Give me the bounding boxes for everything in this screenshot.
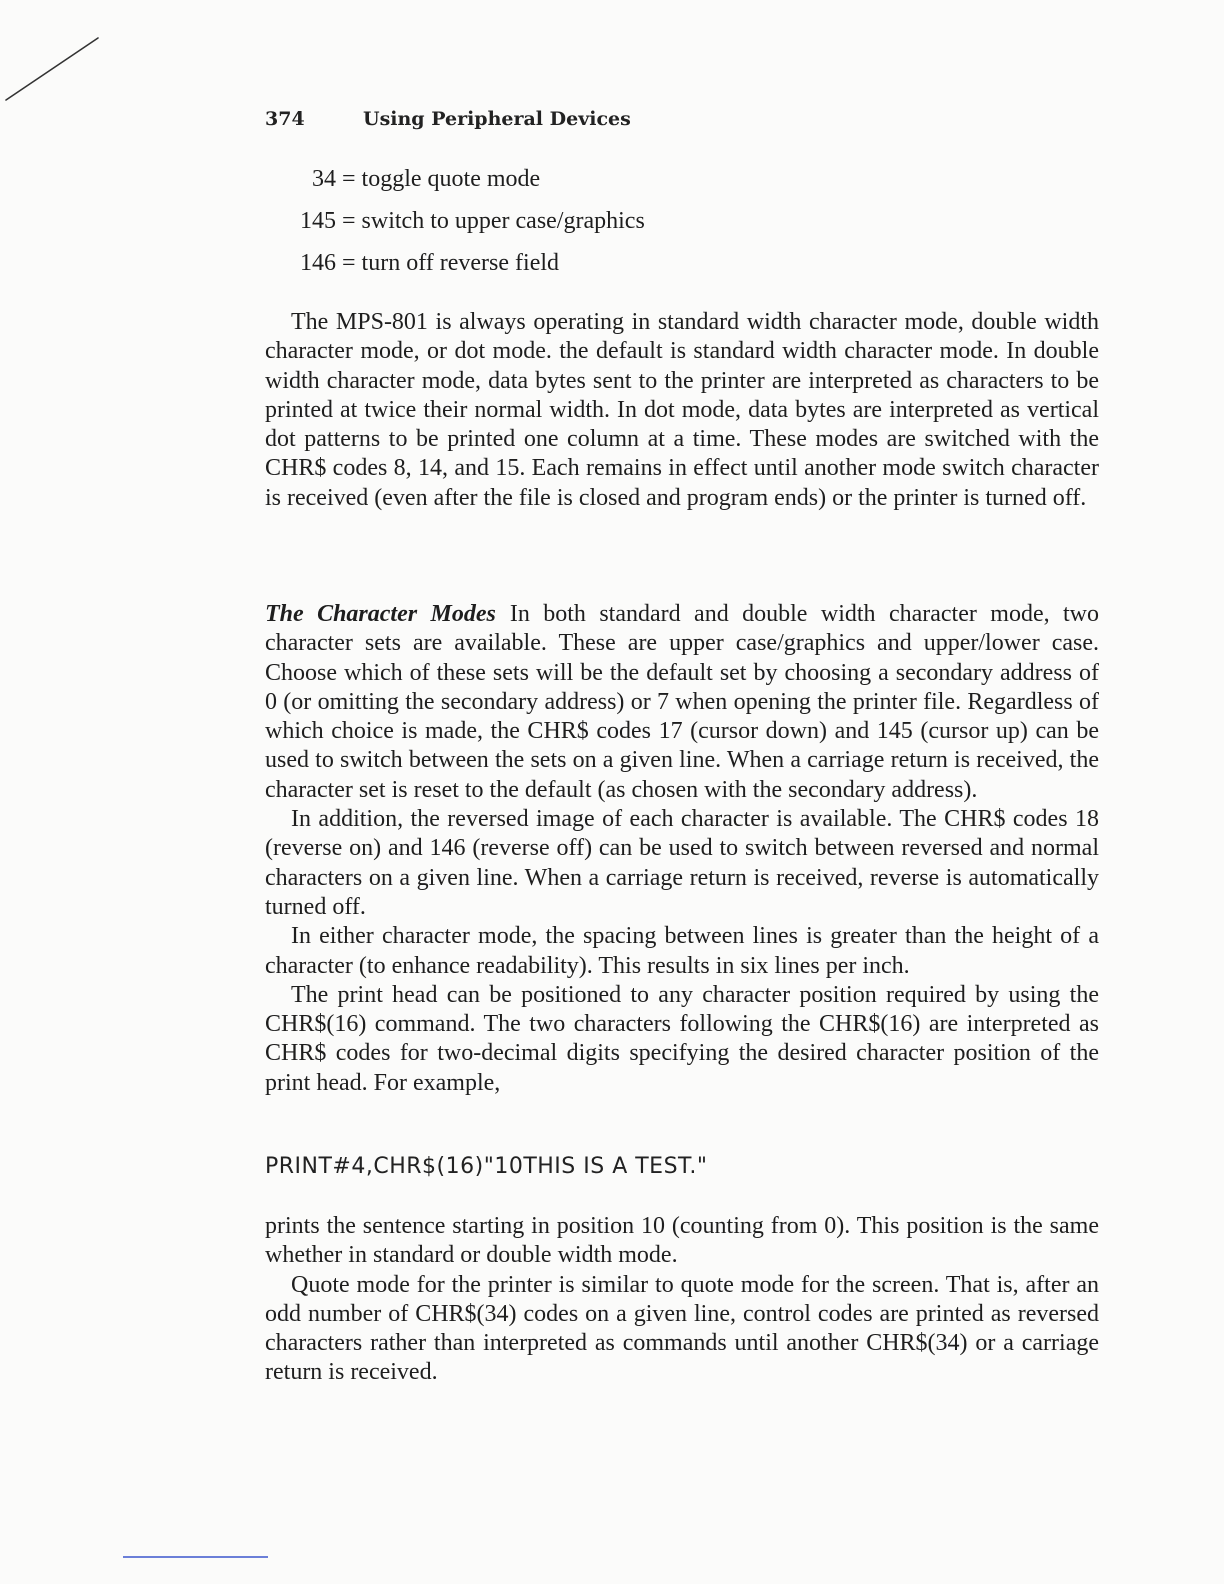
after-example-paragraph-2: Quote mode for the printer is similar to quote mode for the screen. That is, after an odd number of CHR$(34) codes on a given line, control codes are printed as reversed characters rather than interpreted as commands until another CHR$(34) or a carriage return is received. <box>265 1271 1099 1386</box>
code-description: = switch to upper case/graphics <box>342 208 645 234</box>
modes-intro-paragraph: The MPS-801 is always operating in standard width character mode, double width character mode, or dot mode. the default is standard width character mode. In double width character mode, data bytes sent to the printer are interpreted as characters to be printed at twice their normal width. In dot mode, data bytes are interpreted as vertical dot patterns to be printed one column at a time. These modes are switched with the CHR$ codes 8, 14, and 15. Each remains in effect until another mode switch character is received (even after the file is closed and program ends) or the printer is turned off. <box>265 309 1099 511</box>
pen-stroke-mark <box>0 0 110 110</box>
after-example-section <box>265 1212 1099 1388</box>
character-modes-section <box>265 600 1099 1098</box>
code-list-item <box>290 164 645 206</box>
running-header <box>265 108 631 130</box>
modes-intro-block <box>265 308 1099 513</box>
code-value: 34 <box>312 166 336 192</box>
code-list <box>290 164 645 290</box>
after-example-paragraph-1: prints the sentence starting in position 10 (counting from 0). This position is the same whether in standard or double width mode. <box>265 1213 1099 1269</box>
paragraph-text: In both standard and double width character mode, two character sets are available. These are upper case/graphics and upper/lower case. Choose which of these sets will be the default set by choosing a secondary address of 0 (or omitting the secondary address) or 7 when opening the printer file. Regardless of which choice is made, the CHR$ codes 17 (cursor down) and 145 (cursor up) can be used to switch between the sets on a given line. When a carriage return is received, the character set is reset to the default (as chosen with the secondary address). <box>265 601 1100 803</box>
character-modes-paragraph-3: In either character mode, the spacing between lines is greater than the height of a character (to enhance readability). This results in six lines per inch. <box>265 923 1099 979</box>
running-title: Using Peripheral Devices <box>363 108 631 130</box>
code-example: PRINT#4,CHR$(16)"10THIS IS A TEST." <box>265 1154 708 1179</box>
character-modes-paragraph-2: In addition, the reversed image of each character is available. The CHR$ codes 18 (reverse on) and 146 (reverse off) can be used to switch between reversed and normal characters on a given line. When a carriage return is received, reverse is automatically turned off. <box>265 806 1099 920</box>
code-list-item <box>290 206 645 248</box>
code-value: 145 <box>300 208 336 234</box>
code-list-item <box>290 248 645 290</box>
footer-rule <box>123 1556 268 1558</box>
code-description: = turn off reverse field <box>342 250 560 276</box>
section-heading: The Character Modes <box>265 601 496 627</box>
code-value: 146 <box>300 250 336 276</box>
character-modes-paragraph-1 <box>265 600 1099 805</box>
code-description: = toggle quote mode <box>342 166 541 192</box>
page-number: 374 <box>265 108 305 130</box>
character-modes-paragraph-4: The print head can be positioned to any character position required by using the CHR$(16) command. The two characters following the CHR$(16) are interpreted as CHR$ codes for two-decimal digits specifying the desired character position of the print head. For example, <box>265 981 1099 1096</box>
